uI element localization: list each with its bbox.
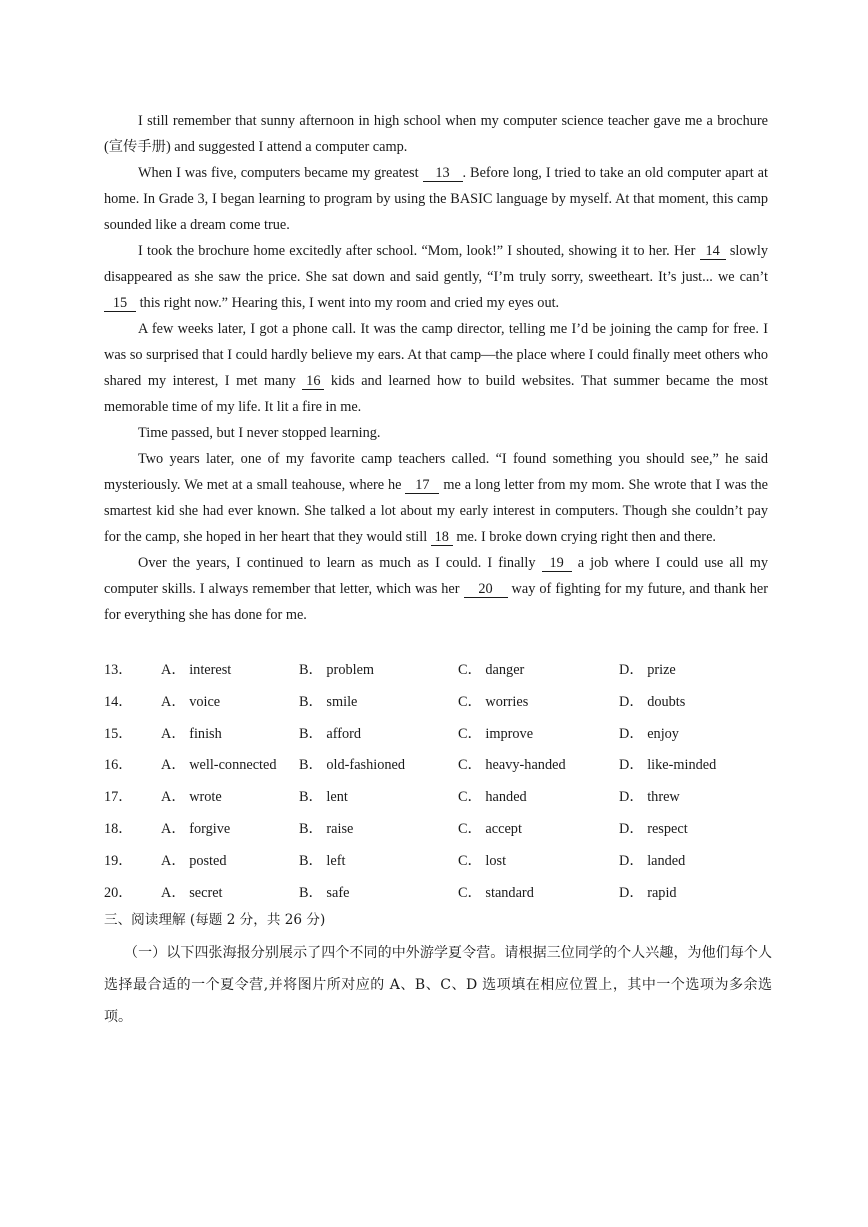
question-number: 18．	[104, 820, 133, 837]
blank-14: 14	[700, 243, 726, 260]
option-a: A． finish	[161, 725, 222, 742]
section-heading: 三、阅读理解 (每题 2 分，共 26 分)	[104, 912, 326, 928]
paragraph-2: When I was five, computers became my greatest 13 . Before long, I tried to take an old computer apart at home. In Grade 3, I began learning to program by using the BASIC language by myself. At that moment, this camp sounded like a dream come true.	[104, 165, 768, 233]
paragraph-5: Time passed, but I never stopped learning.	[138, 425, 381, 441]
option-b: B． afford	[299, 725, 362, 742]
question-row-13	[104, 657, 768, 689]
blank-17: 17	[405, 477, 439, 494]
option-a: A． wrote	[161, 789, 222, 806]
paragraph-1: I still remember that sunny afternoon in high school when my computer science teacher gave me a brochure (宣传手册) and suggested I attend a computer camp.	[104, 113, 768, 155]
option-d: D． prize	[619, 662, 676, 678]
option-d: D． respect	[619, 820, 688, 837]
blank-13: 13	[423, 165, 463, 182]
option-c: C． handed	[458, 789, 527, 806]
question-number: 19．	[104, 852, 133, 869]
option-a: A． voice	[161, 693, 221, 710]
question-number: 17．	[104, 789, 133, 806]
paragraph-6: Two years later, one of my favorite camp teachers called. “I found something you should see,” he said mysteriously. We met at a small teahouse, where he 17 me a long letter from my mom. She wrote that I was the smartest kid she had ever known. She talked a lot about my early interest in computers. Though she couldn’t pay for the camp, she hoped in her heart that they would still 18 me. I broke down crying right then and there.	[104, 451, 769, 545]
question-number: 20．	[104, 884, 133, 901]
blank-18: 18	[431, 529, 453, 546]
question-row-17	[104, 784, 768, 816]
answer-options	[104, 657, 768, 911]
paragraph-7: Over the years, I continued to learn as much as I could. I finally 19 a job where I could use all my computer skills. I always remember that letter, which was her 20 way of fighting for my future, and thank her for everything she has done for me.	[104, 555, 768, 623]
blank-19: 19	[542, 555, 572, 572]
option-b: B． safe	[299, 884, 350, 901]
option-d: D． doubts	[619, 693, 686, 710]
question-number: 16．	[104, 757, 133, 774]
option-d: D． rapid	[619, 884, 677, 901]
option-b: B． left	[299, 852, 346, 869]
question-row-14	[104, 689, 768, 721]
paragraph-4: A few weeks later, I got a phone call. It was the camp director, telling me I’d be joining the camp for free. I was so surprised that I could hardly believe my ears. At that camp—the place where I could finally meet others who shared my interest, I met many 16 kids and learned how to build websites. That summer became the most memorable time of my life. It lit a fire in me.	[104, 321, 768, 415]
option-d: D． threw	[619, 789, 680, 806]
question-row-15	[104, 721, 768, 753]
option-c: C． accept	[458, 820, 522, 837]
option-d: D． landed	[619, 852, 686, 869]
option-a: A． secret	[161, 884, 223, 901]
option-c: C． worries	[458, 693, 529, 710]
option-a: A． posted	[161, 852, 227, 869]
option-d: D． like-minded	[619, 757, 717, 774]
option-b: B． problem	[299, 662, 375, 678]
option-b: B． raise	[299, 820, 354, 837]
question-row-16	[104, 752, 768, 784]
option-c: C． standard	[458, 884, 534, 901]
question-number: 13．	[104, 662, 133, 678]
option-c: C． danger	[458, 662, 525, 678]
question-row-18	[104, 816, 768, 848]
option-b: B． lent	[299, 789, 348, 806]
question-number: 14．	[104, 693, 133, 710]
blank-16: 16	[302, 373, 324, 390]
option-c: C． heavy-handed	[458, 757, 566, 774]
question-number: 15．	[104, 725, 133, 742]
option-d: D． enjoy	[619, 725, 679, 742]
cloze-passage	[104, 108, 768, 628]
option-b: B． smile	[299, 693, 358, 710]
option-c: C． lost	[458, 852, 507, 869]
blank-15: 15	[104, 295, 136, 312]
option-a: A． interest	[161, 662, 232, 678]
blank-20: 20	[464, 581, 508, 598]
option-b: B． old-fashioned	[299, 757, 406, 774]
question-row-19	[104, 848, 768, 880]
paragraph-3: I took the brochure home excitedly after school. “Mom, look!” I shouted, showing it to her. Her 14 slowly disappeared as she saw the price. She sat down and said gently, “I’m truly sorry, sweetheart. It’s just... we can’t 15 this right now.” Hearing this, I went into my room and cried my eyes out.	[104, 243, 768, 311]
option-c: C． improve	[458, 725, 534, 742]
section-instruction: （一）以下四张海报分别展示了四个不同的中外游学夏令营。请根据三位同学的个人兴趣，为他们每个人选择最合适的一个夏令营,并将图片所对应的 A、B、C、D 选项填在相应位置上，其中一个选项为多余选项。	[104, 945, 772, 1025]
option-a: A． well-connected	[161, 757, 277, 774]
option-a: A． forgive	[161, 820, 231, 837]
